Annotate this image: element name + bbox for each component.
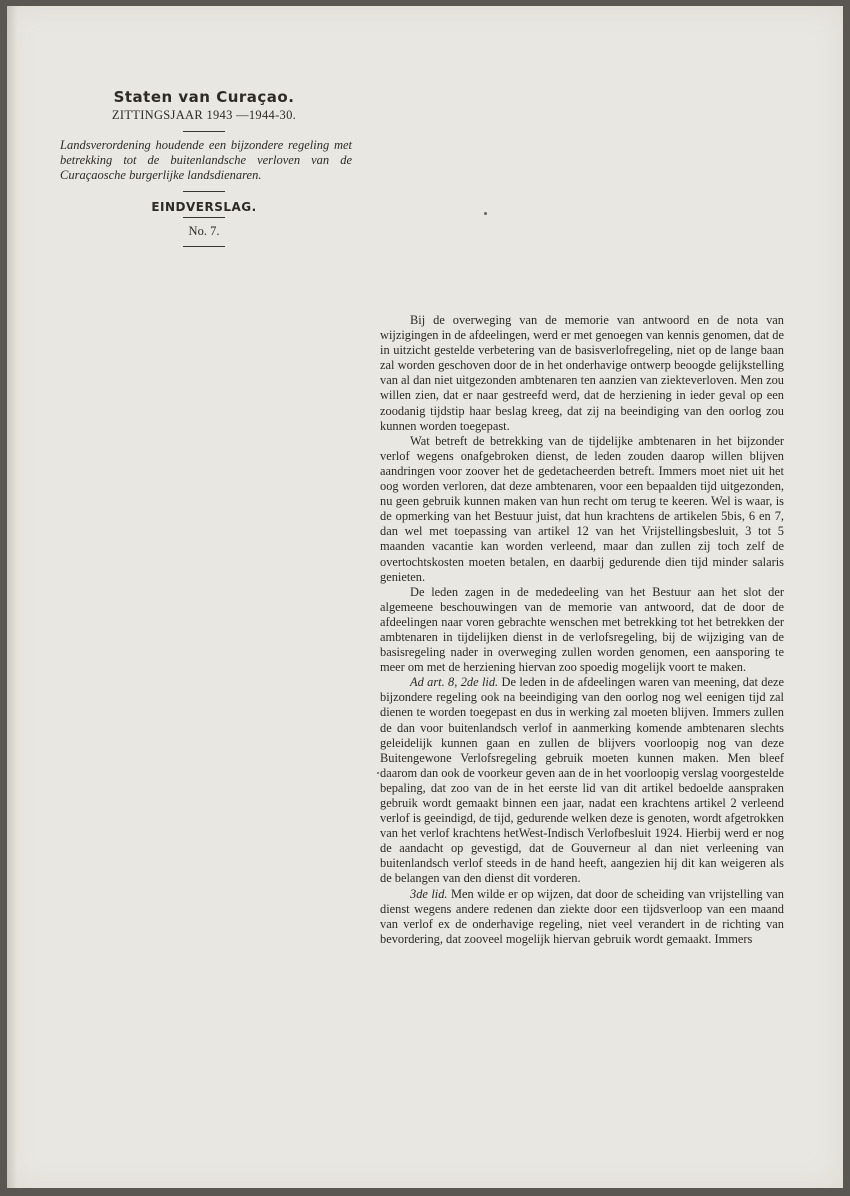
report-body [380, 313, 784, 947]
paragraph: Wat betreft de betrekking van de tijdelijke ambtenaren in het bijzonder verlof wegens onafgebroken dienst, de leden zouden daarop willen blijven aandringen voor zoover het de gedetacheerden betreft. Immers moet niet uit het oog worden verloren, dat deze ambtenaren, voor een bepaalden tijd uitgezonden, nu geen gebruik kunnen maken van hun recht om terug te keeren. Wel is waar, is de opmerking van het Bestuur juist, dat hun krachtens de artikelen 5bis, 6 en 7, dan wel met toepassing van artikel 12 van het Vrijstellingsbesluit, 3 tot 5 maanden vacantie kan worden verleend, maar dan zullen zij toch zelf de overtochtskosten moeten betalen, en daarbij gedurende dien tijd minder salaris genieten. [380, 433, 784, 584]
document-number: No. 7. [188, 224, 220, 238]
paragraph-text: De leden in de afdeelingen waren van meening, dat deze bijzondere regeling ook na beeindiging van den oorlog nog wel eenigen tijd zal dienen te worden toegepast en dus in werking zal moeten blijven. Immers zullen de dan voor buitenlandsch verlof in aanmerking komende ambtenaren slechts geleidelijk kunnen gaan en zullen de blijvers voorloopig nog van deze Buitengewone Verlofsregeling gebruik moeten kunnen maken. Men bleef daarom dan ook de voorkeur geven aan de in het voorloopig verslag voorgestelde bepaling, dat zoo van de in het eerste lid van dit artikel bedoelde aanspraken gebruik wordt gemaakt binnen een jaar, nadat een krachtens artikel 2 verleend verlof is geeindigd, de tijd, gedurende welken deze is genoten, wordt afgetrokken van het verlof krachtens hetWest-Indisch Verlofbesluit 1924. Hierbij werd er nog de aandacht op gevestigd, dat de Gouverneur al dan niet verleening van buitenlandsch verlof steeds in de hand heeft, aangezien hij dit kan weigeren als de belangen van den dienst dit vorderen. [380, 675, 784, 886]
divider [183, 131, 225, 132]
bill-description: Landsverordening houdende een bijzondere regeling met betrekking tot de buitenlandsche verloven van de Curaçaosche burgerlijke landsdienaren. [60, 138, 352, 182]
paragraph [380, 887, 784, 947]
divider [183, 217, 225, 218]
divider [183, 246, 225, 247]
document-header [54, 88, 354, 253]
paragraph: De leden zagen in de mededeeling van het Bestuur aan het slot der algemeene beschouwingen van de memorie van antwoord, dat de door de afdeelingen naar voren gebrachte wenschen met betrekking tot het betrekken der ambtenaren in tijdelijken dienst in de verlofsregeling, bij de wijziging van de basisregeling nader in overweging zullen worden genomen, een aansporing te meer om met de herziening hiervan zoo spoedig mogelijk voort te maken. [380, 584, 784, 675]
paragraph: Bij de overweging van de memorie van antwoord en de nota van wijzigingen in de afdeelingen, werd er met genoegen van kennis genomen, dat de in uitzicht gestelde verbetering van de basisverlofregeling, niet op de lange baan zal worden geschoven door de in het onderhavige ontwerp beoogde gelijkstelling van al dan niet uitgezonden ambtenaren ten aanzien van ziekteverloven. Men zou willen zien, dat er naar gestreefd werd, dat de herziening in ieder geval op een zoodanig tijdstip haar beslag kreeg, dat zij na beeindiging van den oorlog zou kunnen worden toegepast. [380, 313, 784, 433]
paragraph [380, 675, 784, 886]
article-label: Ad art. 8, 2de lid. [410, 675, 499, 690]
article-label: 3de lid. [410, 886, 448, 901]
session-line: ZITTINGSJAAR 1943 —1944-30. [111, 108, 297, 122]
paragraph-text: Men wilde er op wijzen, dat door de scheiding van vrijstelling van dienst wegens andere redenen dan ziekte door een tijdsverloop van een maand van verlof ex de onderhavige regeling, niet veel verandert in de richting van bevordering, dat zooveel mogelijk hiervan gebruik wordt gemaakt. Immers [380, 886, 784, 946]
paper-speck [377, 772, 379, 774]
institution-title: Staten van Curaçao. [113, 88, 295, 106]
divider [183, 191, 225, 192]
paper-speck [484, 212, 487, 215]
page-edge-shadow [7, 6, 17, 1188]
report-title: EINDVERSLAG. [151, 200, 257, 214]
